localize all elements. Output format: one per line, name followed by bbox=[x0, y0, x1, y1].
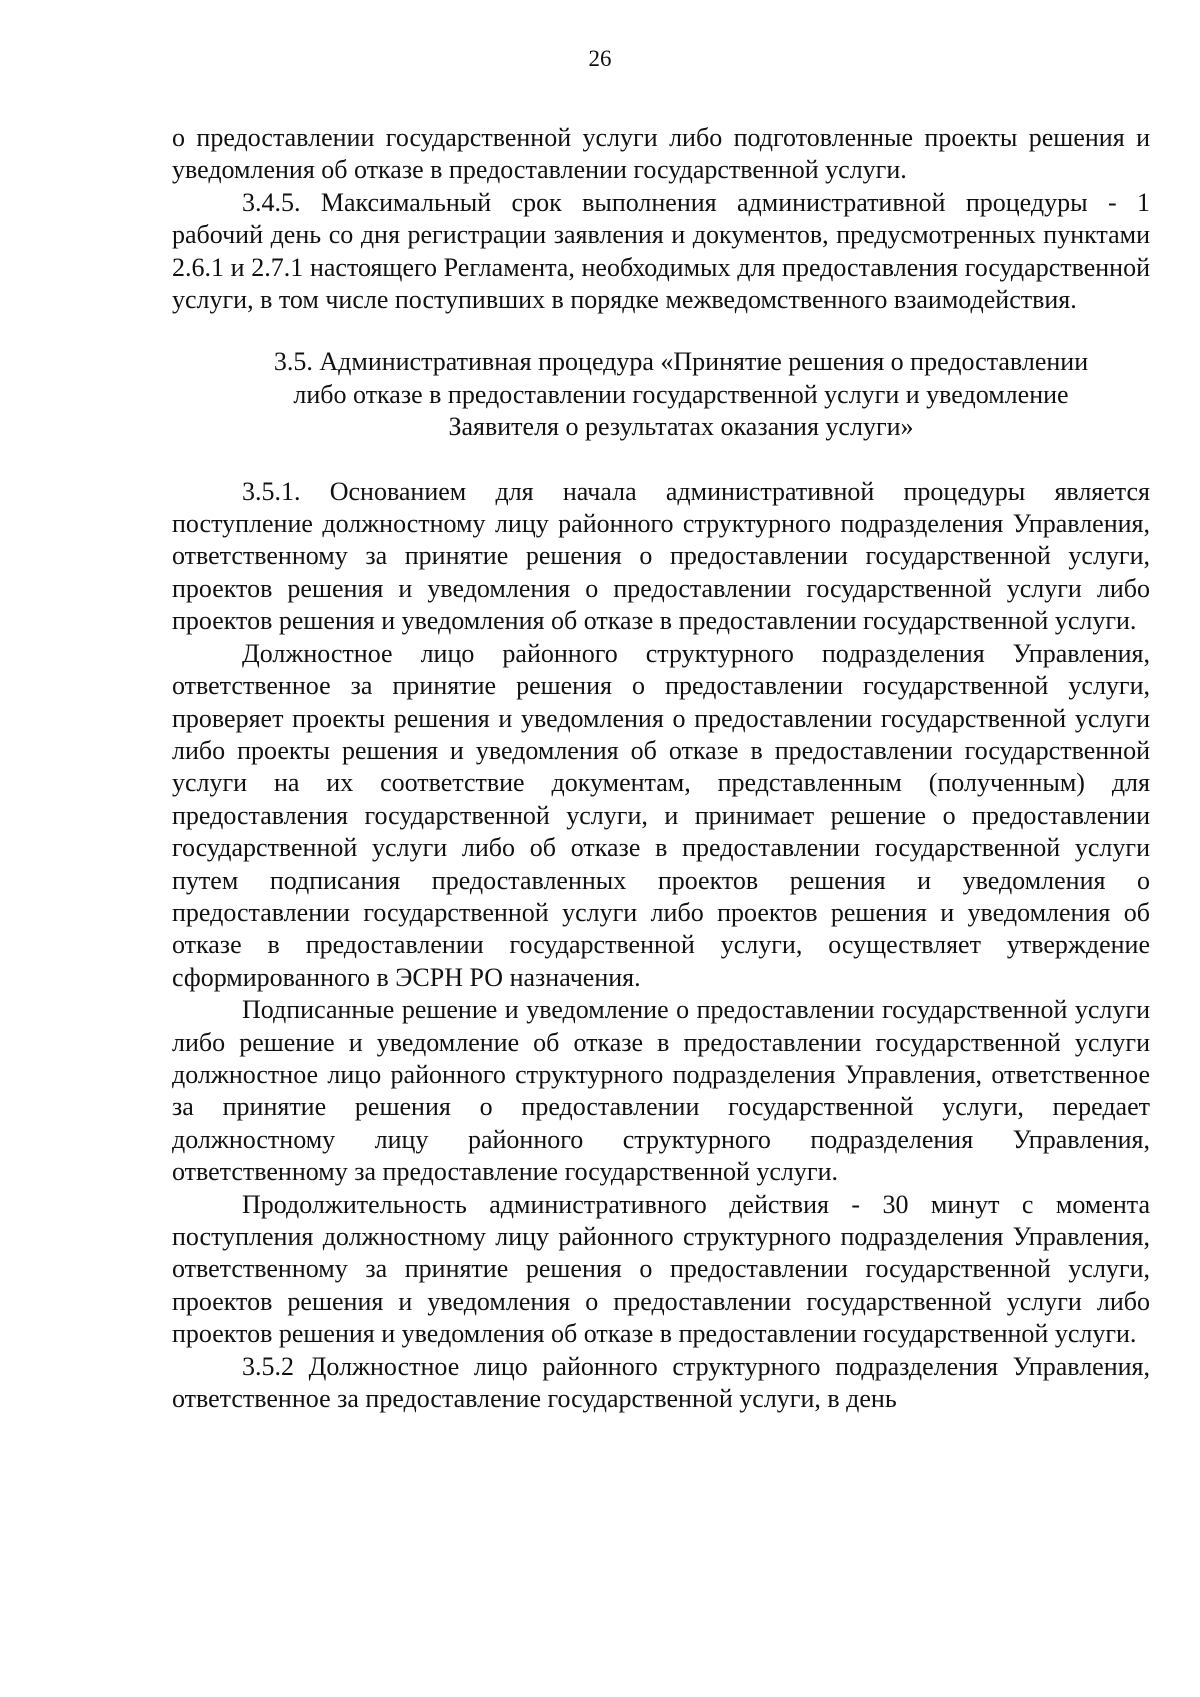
paragraph-continuation: о предоставлении государственной услуги либо подготовленные проекты решения и уведомления об отказе в предоставлении государственной услуги. bbox=[172, 123, 1150, 185]
paragraph-duration: Продолжительность административного действия - 30 минут с момента поступления должностному лицу районного структурного подразделения Управления, ответственному за принятие решения о предоставлении государственной услуги, проектов решения и уведомления о предоставлении государственной услуги либо проектов решения и уведомления об отказе в предоставлении государственной услуги. bbox=[172, 1189, 1150, 1349]
section-heading-line: Заявителя о результатах оказания услуги» bbox=[448, 412, 914, 442]
paragraph-3-5-1: 3.5.1. Основанием для начала административной процедуры является поступление должностному лицу районного структурного подразделения Управления, ответственному за принятие решения о предоставлении государственной услуги, проектов решения и уведомления о предоставлении государственной услуги либо проектов решения и уведомления об отказе в предоставлении государственной услуги. bbox=[172, 476, 1150, 636]
document-body bbox=[172, 122, 1150, 1415]
paragraph-3-4-5: 3.4.5. Максимальный срок выполнения административной процедуры - 1 рабочий день со дня регистрации заявления и документов, предусмотренных пунктами 2.6.1 и 2.7.1 настоящего Регламента, необходимых для предоставления государственной услуги, в том числе поступивших в порядке межведомственного взаимодействия. bbox=[172, 187, 1150, 315]
page-number: 26 bbox=[588, 46, 612, 71]
section-heading-line: либо отказе в предоставлении государственной услуги и уведомление bbox=[293, 379, 1069, 409]
section-heading-3-5 bbox=[172, 346, 1150, 443]
paragraph-signed-decision: Подписанные решение и уведомление о предоставлении государственной услуги либо решение и уведомление об отказе в предоставлении государственной услуги должностное лицо районного структурного подразделения Управления, ответственное за принятие решения о предоставлении государственной услуги, передает должностному лицу районного структурного подразделения Управления, ответственному за предоставление государственной услуги. bbox=[172, 995, 1150, 1187]
paragraph-3-5-2: 3.5.2 Должностное лицо районного структурного подразделения Управления, ответственное за предоставление государственной услуги, в день bbox=[172, 1351, 1150, 1414]
paragraph-official-checks: Должностное лицо районного структурного подразделения Управления, ответственное за принятие решения о предоставлении государственной услуги, проверяет проекты решения и уведомления о предоставлении государственной услуги либо проекты решения и уведомления об отказе в предоставлении государственной услуги на их соответствие документам, представленным (полученным) для предоставления государственной услуги, и принимает решение о предоставлении государственной услуги либо об отказе в предоставлении государственной услуги путем подписания предоставленных проектов решения и уведомления о предоставлении государственной услуги либо проектов решения и уведомления об отказе в предоставлении государственной услуги, осуществляет утверждение сформированного в ЭСРН РО назначения. bbox=[172, 638, 1150, 992]
section-heading-line: 3.5. Административная процедура «Принятие решения о предоставлении bbox=[273, 347, 1089, 377]
